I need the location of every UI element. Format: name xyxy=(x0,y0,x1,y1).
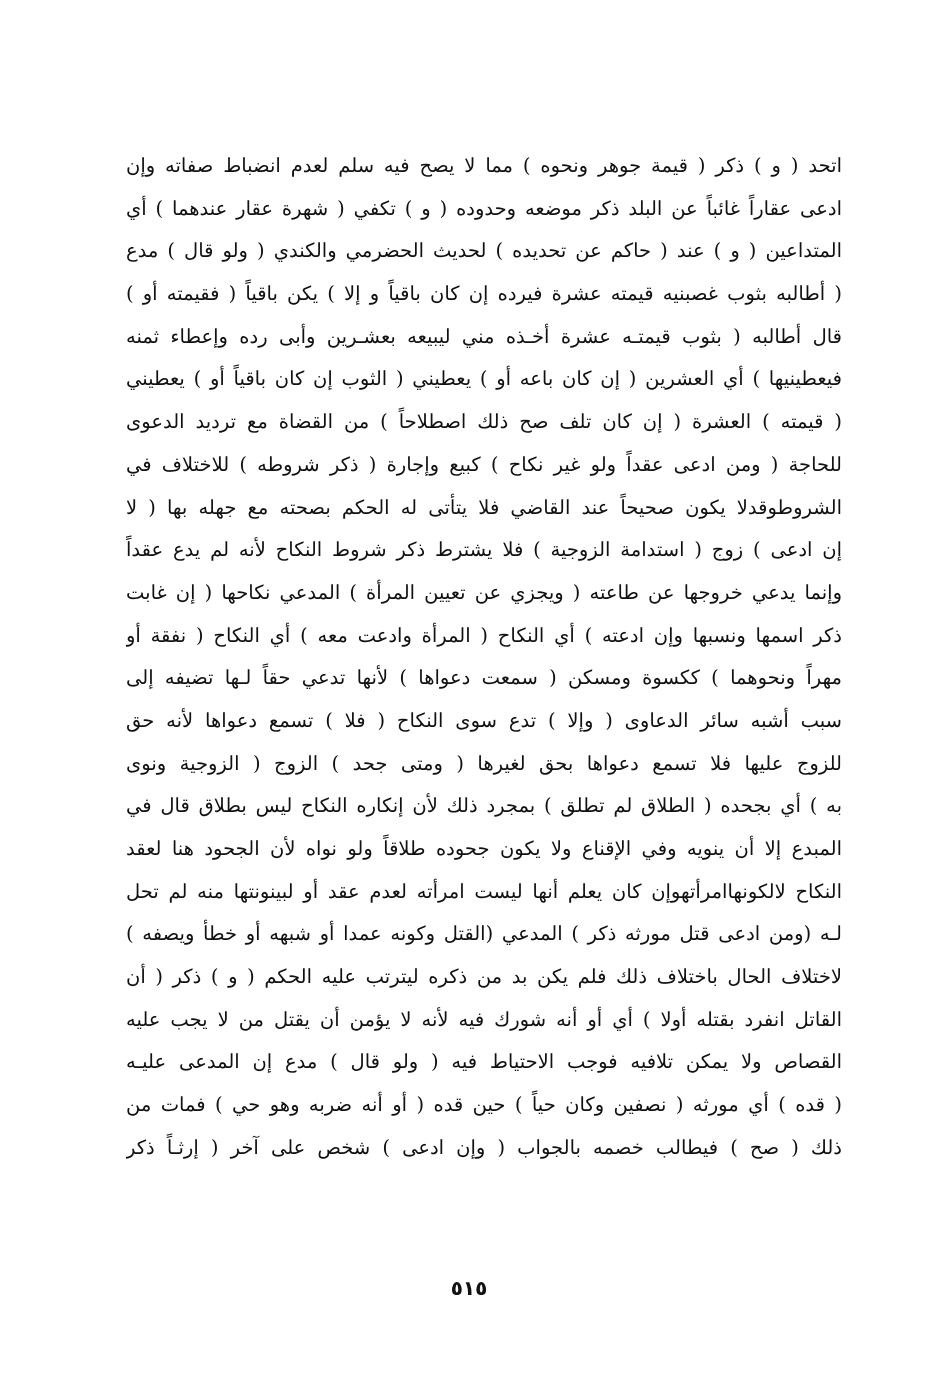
text-line: إن ادعى ) زوج ( استدامة الزوجية ) فلا يشترط ذكر شروط النكاح لأنه لم يدع عقداً xyxy=(126,538,842,562)
text-line: للزوج عليها فلا تسمع دعواها بحق لغيرها ( ومتى جحد ) الزوج ( الزوجية ونوى xyxy=(126,751,842,775)
text-line: سبب أشبه سائر الدعاوى ( وإلا ) تدع سوى النكاح ( فلا ) تسمع دعواها لأنه حق xyxy=(126,708,842,732)
text-line: ذلك ( صح ) فيطالب خصمه بالجواب ( وإن ادعى ) شخص على آخر ( إرثـاً ذكر xyxy=(126,1135,842,1159)
text-line: وإنما يدعي خروجها عن طاعته ( ويجزي عن تعيين المرأة ) المدعي نكاحها ( إن غابت xyxy=(126,580,842,604)
text-line: اتحد ( و ) ذكر ( قيمة جوهر ونحوه ) مما لا يصح فيه سلم لعدم انضباط صفاته وإن xyxy=(126,154,842,177)
text-line: المبدع إلا أن ينويه وفي الإقناع ولا يكون جحوده طلاقاً ولو نواه لأن الجحود هنا لعقد xyxy=(126,837,842,860)
text-line: مهراً ونحوهما ) ككسوة ومسكن ( سمعت دعواها ) لأنها تدعي حقاً لـها تضيفه إلى xyxy=(126,666,842,690)
text-line: ( أطالبه بثوب غصبنيه قيمته عشرة فيرده إن كان باقياً و إلا ) يكن باقياً ( فقيمته أو ) xyxy=(126,282,842,306)
text-line: القصاص ولا يمكن تلافيه فوجب الاحتياط فيه ( ولو قال ) مدع إن المدعى عليـه xyxy=(126,1050,842,1074)
text-line: قال أطالبه ( بثوب قيمتـه عشرة أخـذه مني ليبيعه بعشـرين وأبى رده وإعطاء ثمنه xyxy=(126,324,842,348)
text-line: ادعى عقاراً غائباً عن البلد ذكر موضعه وحدوده ( و ) تكفي ( شهرة عقار عندهما ) أي xyxy=(126,196,842,220)
text-line: القاتل انفرد بقتله أولا ) أي أو أنه شورك فيه لأنه لا يؤمن أن يقتل من لا يجب عليه xyxy=(126,1007,842,1031)
text-line: ( قيمته ) العشرة ( إن كان تلف صح ذلك اصطلاحاً ) من القضاة مع ترديد الدعوى xyxy=(126,410,842,434)
text-line: الشروطوقدلا يكون صحيحاً عند القاضي فلا يتأتى له الحكم بصحته مع جهله بها ( لا xyxy=(126,495,842,519)
body-text xyxy=(126,145,842,1170)
text-line: ذكر اسمها ونسبها وإن ادعته ) أي النكاح ( المرأة وادعت معه ) أي النكاح ( نفقة أو xyxy=(126,623,842,647)
text-line: المتداعين ( و ) عند ( حاكم عن تحديده ) لحديث الحضرمي والكندي ( ولو قال ) مدع xyxy=(126,239,842,263)
text-line: به ) أي بجحده ( الطلاق لم تطلق ) بمجرد ذلك لأن إنكاره النكاح ليس بطلاق قال في xyxy=(126,794,842,818)
page-number: ٥١٥ xyxy=(450,1276,488,1300)
text-line: لـه (ومن ادعى قتل مورثه ذكر ) المدعي (القتل وكونه عمدا أو شبهه أو خطأ ويصفه ) xyxy=(126,922,842,946)
text-line: ( قده ) أي مورثه ( نصفين وكان حياً ) حين قده ( أو أنه ضربه وهو حي ) فمات من xyxy=(126,1093,842,1117)
text-line: للحاجة ( ومن ادعى عقداً ولو غير نكاح ) كبيع وإجارة ( ذكر شروطه ) للاختلاف في xyxy=(126,452,842,476)
text-line: لاختلاف الحال باختلاف ذلك فلم يكن بد من ذكره ليترتب عليه الحكم ( و ) ذكر ( أن xyxy=(126,965,842,989)
text-line: فيعطينيها ) أي العشرين ( إن كان باعه أو ) يعطيني ( الثوب إن كان باقياً أو ) يعطيني xyxy=(126,367,842,391)
text-line: النكاح لالكونهاامرأتهوإن كان يعلم أنها ليست امرأته لعدم عقد أو لبينونتها منه لم تحل xyxy=(126,879,842,903)
